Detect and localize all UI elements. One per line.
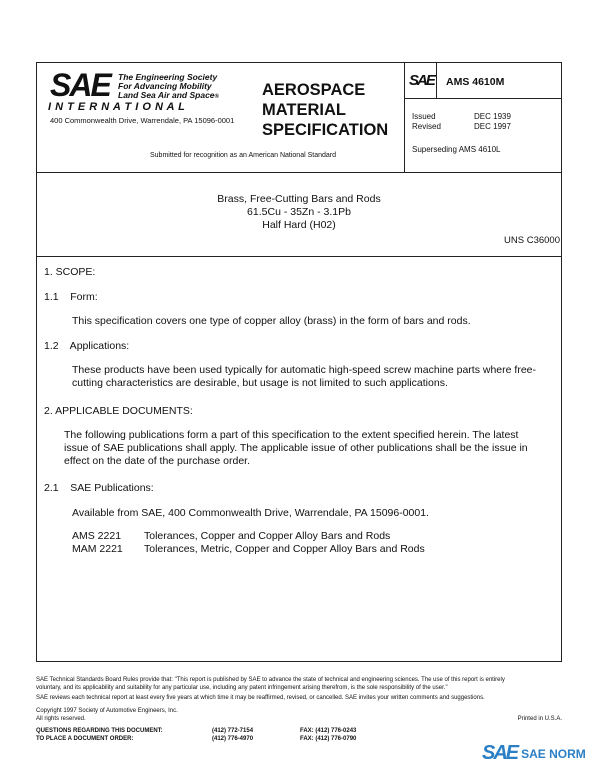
order-label: TO PLACE A DOCUMENT ORDER: [36, 736, 134, 742]
reference-code: AMS 2221 [72, 530, 122, 542]
questions-label: QUESTIONS REGARDING THIS DOCUMENT: [36, 728, 163, 734]
reference-list [72, 530, 425, 556]
docnum-vertical-rule [436, 62, 437, 98]
copyright-line: Copyright 1997 Society of Automotive Engineers, Inc. [36, 708, 178, 714]
material-temper: Half Hard (H02) [262, 219, 336, 231]
registered-mark: ® [214, 94, 219, 100]
section-2-text [64, 429, 528, 468]
org-line-2: For Advancing Mobility [118, 81, 212, 91]
questions-fax: FAX: (412) 776-0243 [300, 728, 357, 734]
org-line-3: Land Sea Air and Space [118, 90, 215, 100]
footer-review-note: SAE reviews each technical report at least every five years at which time it may be reaffirmed, revised, or cancelled. SAE invites your written comments and suggestions. [36, 695, 485, 701]
material-composition: 61.5Cu - 35Zn - 3.1Pb [247, 206, 351, 218]
section-2-line-3: effect on the date of the purchase order. [64, 455, 251, 467]
sae-logo: SAE [50, 67, 110, 103]
reference-code: MAM 2221 [72, 543, 123, 555]
order-fax: FAX: (412) 776-0790 [300, 736, 357, 742]
reference-item [72, 543, 425, 556]
section-1-2-line-2: cutting characteristics are desirable, but usage is not limited to such applications. [72, 377, 448, 389]
sae-address: 400 Commonwealth Drive, Warrendale, PA 15096-0001 [50, 116, 235, 125]
sae-norm-logo [482, 742, 586, 765]
issued-label: Issued [412, 112, 436, 121]
footer-rules-line-2: voluntary, and its applicability and suitability for any particular use, including any patent infringement arising therefrom, is the sole responsibility of the user." [36, 685, 448, 691]
section-2-1-text: Available from SAE, 400 Commonwealth Drive, Warrendale, PA 15096-0001. [72, 507, 429, 519]
section-1-heading: 1. SCOPE: [44, 266, 96, 278]
rights-line: All rights reserved. [36, 716, 86, 722]
section-1-2-heading: 1.2 Applications: [44, 340, 130, 352]
section-1-1-heading: 1.1 Form: [44, 291, 98, 303]
sae-norm-mark: SAE [482, 742, 518, 764]
questions-phone: (412) 772-7154 [212, 728, 254, 734]
issued-date: DEC 1939 [474, 112, 511, 121]
section-2-line-1: The following publications form a part of this specification to the extent specified herein. The latest [64, 429, 519, 441]
material-title [36, 193, 562, 232]
footer-rules-line-1: SAE Technical Standards Board Rules provide that: "This report is published by SAE to advance the state of technical and engineering sciences. The use of this report is entirely [36, 677, 505, 683]
submitted-note: Submitted for recognition as an American National Standard [150, 152, 336, 159]
section-1-1-text: This specification covers one type of copper alloy (brass) in the form of bars and rods. [72, 315, 471, 327]
section-1-2-text [72, 364, 536, 390]
footer-disclaimer [36, 676, 562, 702]
doc-number: AMS 4610M [446, 76, 505, 88]
reference-item [72, 530, 425, 543]
superseding-note: Superseding AMS 4610L [412, 145, 501, 154]
copyright [36, 707, 178, 723]
reference-title: Tolerances, Copper and Copper Alloy Bars and Rods [144, 530, 391, 542]
header-divider [36, 172, 562, 173]
docnum-divider [404, 98, 562, 99]
revised-date: DEC 1997 [474, 122, 511, 131]
section-2-heading: 2. APPLICABLE DOCUMENTS: [44, 405, 193, 417]
section-1-2-line-1: These products have been used typically for automatic high-speed screw machine parts where free- [72, 364, 536, 376]
contact-block [36, 727, 356, 743]
revised-label: Revised [412, 122, 441, 131]
org-line-1: The Engineering Society [118, 72, 218, 82]
material-title-line-1: Brass, Free-Cutting Bars and Rods [217, 193, 381, 205]
header-vertical-rule [404, 62, 405, 172]
order-phone: (412) 776-4970 [212, 736, 254, 742]
title-line-1: AEROSPACE [262, 81, 366, 99]
spec-title [262, 80, 388, 140]
printed-in: Printed in U.S.A. [517, 716, 562, 722]
small-sae-logo: SAE [409, 72, 434, 89]
title-line-2: MATERIAL [262, 101, 347, 119]
section-2-1-heading: 2.1 SAE Publications: [44, 482, 154, 494]
org-tagline [118, 73, 219, 102]
international-wordmark: I N T E R N A T I O N A L [48, 101, 186, 113]
title-line-3: SPECIFICATION [262, 121, 389, 139]
section-2-line-2: issue of SAE publications shall apply. The applicable issue of other publications shall be the issue in [64, 442, 528, 454]
sae-norm-text: SAE NORM [521, 746, 586, 761]
uns-number: UNS C36000 [504, 235, 560, 246]
title-divider [36, 256, 562, 257]
reference-title: Tolerances, Metric, Copper and Copper Alloy Bars and Rods [144, 543, 425, 555]
